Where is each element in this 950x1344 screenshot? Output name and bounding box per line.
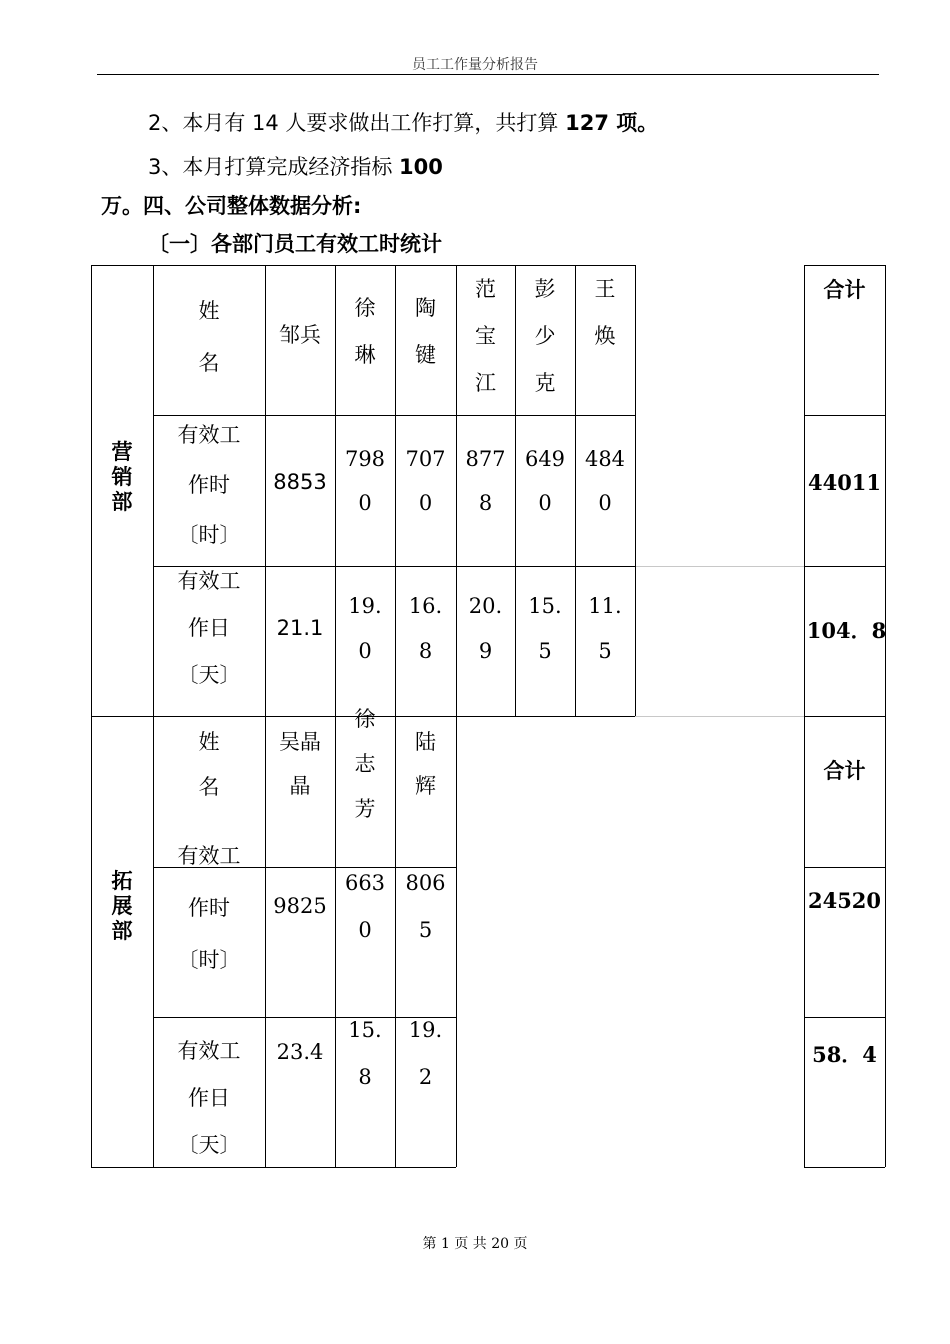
days-expansion-0-line: 23.4 — [276, 1040, 324, 1064]
name-expansion-2 — [395, 720, 456, 808]
name-marketing-1-line: 徐 — [354, 296, 376, 320]
days-expansion-1-line: 15. — [348, 1018, 382, 1042]
label-name-expansion-line: 名 — [198, 775, 220, 799]
paragraph-3 — [148, 151, 443, 181]
name-marketing-4 — [515, 266, 575, 407]
label-name-marketing — [153, 285, 265, 389]
hours-expansion-2 — [395, 860, 456, 954]
days-marketing-4-line: 15. — [528, 594, 562, 618]
name-marketing-3-line: 江 — [475, 371, 496, 395]
name-expansion-0 — [265, 720, 335, 808]
hours-marketing-5-line: 484 — [584, 447, 626, 471]
name-marketing-4-line: 彭 — [534, 277, 556, 301]
name-marketing-5 — [575, 266, 635, 360]
hours-marketing-3 — [456, 437, 515, 525]
label-hours-marketing-line: 有效工 — [177, 423, 241, 447]
name-marketing-1-line: 琳 — [354, 343, 376, 367]
name-marketing-4-line: 克 — [534, 371, 556, 395]
name-expansion-1-line: 志 — [354, 752, 376, 776]
days-expansion-2-line: 2 — [418, 1065, 433, 1089]
label-days-expansion-line: 〔天〕 — [177, 1133, 241, 1157]
days-marketing-2-line: 16. — [408, 594, 443, 618]
hours-marketing-0 — [265, 459, 335, 506]
dept-expansion-char: 拓 — [111, 869, 133, 893]
days-expansion-1-line: 8 — [358, 1065, 372, 1089]
hours-marketing-2 — [395, 437, 456, 525]
dept-name-marketing — [95, 440, 149, 515]
total-days-marketing: 104．8 — [806, 618, 887, 643]
label-days-expansion-line: 有效工 — [177, 1039, 241, 1063]
days-marketing-0-line: 21.1 — [276, 616, 324, 640]
paragraph-3-bold: 100 — [399, 155, 443, 179]
paragraph-2-text: 2、本月有 14 人要求做出工作打算，共打算 — [148, 111, 566, 135]
hours-marketing-1-line: 0 — [358, 491, 372, 515]
hours-expansion-0 — [265, 883, 335, 930]
name-marketing-2-line: 陶 — [415, 296, 436, 320]
label-hours-expansion — [153, 830, 265, 986]
days-marketing-3-line: 20. — [468, 594, 503, 618]
days-marketing-3-line: 9 — [478, 639, 493, 663]
hours-expansion-1-line: 0 — [358, 918, 372, 942]
days-marketing-5-line: 5 — [598, 639, 612, 663]
label-hours-marketing — [153, 410, 265, 560]
name-expansion-2-line: 辉 — [415, 774, 436, 798]
hours-expansion-2-line: 806 — [405, 871, 446, 895]
days-marketing-5-line: 11. — [588, 594, 622, 618]
days-marketing-2-line: 8 — [418, 639, 433, 663]
dept-expansion-char: 展 — [111, 894, 133, 918]
label-name-marketing-line: 名 — [198, 351, 220, 375]
paragraph-2 — [148, 107, 658, 137]
label-name-expansion — [153, 720, 265, 810]
hours-marketing-4 — [515, 437, 575, 525]
name-expansion-1-line: 徐 — [354, 707, 376, 731]
name-marketing-5-line: 焕 — [594, 324, 616, 348]
label-name-expansion-line: 姓 — [198, 730, 220, 754]
dept-label-expansion — [95, 869, 149, 944]
label-hours-expansion-line: 有效工 — [177, 844, 241, 868]
hours-marketing-4-line: 0 — [538, 491, 552, 515]
name-marketing-2 — [395, 285, 456, 379]
days-expansion-1 — [335, 1007, 395, 1101]
hours-expansion-0-line: 9825 — [273, 894, 327, 918]
dept-name-expansion — [95, 869, 149, 944]
name-marketing-3-line: 范 — [475, 277, 496, 301]
name-marketing-2-line: 键 — [415, 343, 436, 367]
total-label-expansion: 合计 — [823, 758, 866, 783]
dept-marketing-char: 部 — [111, 490, 133, 514]
label-hours-expansion-line: 〔时〕 — [177, 948, 241, 972]
name-marketing-3 — [456, 266, 515, 407]
hours-marketing-4-line: 649 — [524, 447, 566, 471]
name-marketing-0-line: 邹兵 — [279, 323, 321, 347]
days-expansion-2 — [395, 1007, 456, 1101]
hours-marketing-1 — [335, 437, 395, 525]
name-expansion-2-line: 陆 — [415, 730, 436, 754]
days-marketing-1 — [335, 584, 395, 674]
days-marketing-0 — [265, 605, 335, 652]
name-marketing-5-line: 王 — [594, 277, 616, 301]
label-hours-marketing-line: 〔时〕 — [177, 523, 241, 547]
label-days-marketing-line: 〔天〕 — [177, 663, 241, 687]
label-days-marketing-line: 作日 — [188, 616, 230, 640]
subsection-heading: 〔一〕各部门员工有效工时统计 — [148, 232, 442, 256]
days-marketing-4 — [515, 584, 575, 674]
name-expansion-1 — [335, 697, 395, 832]
hours-marketing-2-line: 0 — [418, 491, 433, 515]
dept-marketing-char: 营 — [111, 440, 133, 464]
label-name-marketing-line: 姓 — [198, 299, 220, 323]
hours-marketing-5 — [575, 437, 635, 525]
days-marketing-1-line: 0 — [358, 639, 372, 663]
hours-marketing-5-line: 0 — [598, 491, 612, 515]
days-expansion-0 — [265, 1029, 335, 1076]
name-expansion-0-line: 晶 — [289, 774, 311, 798]
dept-marketing-char: 销 — [111, 465, 133, 489]
hours-expansion-2-line: 5 — [418, 918, 433, 942]
name-marketing-0 — [265, 312, 335, 359]
label-days-marketing — [153, 558, 265, 699]
hours-marketing-3-line: 877 — [465, 447, 506, 471]
name-marketing-4-line: 少 — [534, 324, 556, 348]
page-header-title: 员工工作量分析报告 — [412, 57, 538, 73]
days-marketing-2 — [395, 584, 456, 674]
name-marketing-1 — [335, 285, 395, 379]
name-expansion-0-line: 吴晶 — [279, 730, 321, 754]
label-hours-marketing-line: 作时 — [188, 473, 230, 497]
hours-marketing-0-line: 8853 — [273, 470, 327, 494]
hours-expansion-1-line: 663 — [344, 871, 386, 895]
header-rule — [97, 74, 879, 75]
label-days-expansion — [153, 1028, 265, 1169]
name-expansion-1-line: 芳 — [354, 797, 376, 821]
days-marketing-4-line: 5 — [538, 639, 552, 663]
dept-expansion-char: 部 — [111, 919, 133, 943]
total-hours-marketing: 44011 — [807, 470, 882, 495]
hours-marketing-2-line: 707 — [405, 447, 446, 471]
hours-expansion-1 — [335, 860, 395, 954]
hours-marketing-1-line: 798 — [344, 447, 386, 471]
hours-marketing-3-line: 8 — [478, 491, 493, 515]
label-days-marketing-line: 有效工 — [177, 569, 241, 593]
label-hours-expansion-line: 作时 — [188, 896, 230, 920]
page-footer: 第 1 页 共 20 页 — [422, 1236, 528, 1252]
days-expansion-2-line: 19. — [408, 1018, 443, 1042]
name-marketing-3-line: 宝 — [475, 324, 496, 348]
total-hours-expansion: 24520 — [807, 888, 882, 913]
section-heading: 万。四、公司整体数据分析: — [101, 194, 362, 218]
days-marketing-3 — [456, 584, 515, 674]
days-marketing-5 — [575, 584, 635, 674]
label-days-expansion-line: 作日 — [188, 1086, 230, 1110]
paragraph-3-text: 3、本月打算完成经济指标 — [148, 155, 400, 179]
days-marketing-1-line: 19. — [348, 594, 382, 618]
total-days-expansion: 58．4 — [812, 1042, 877, 1067]
total-label-marketing: 合计 — [823, 277, 866, 302]
paragraph-2-bold: 127 项。 — [565, 111, 659, 135]
dept-label-marketing — [95, 440, 149, 515]
